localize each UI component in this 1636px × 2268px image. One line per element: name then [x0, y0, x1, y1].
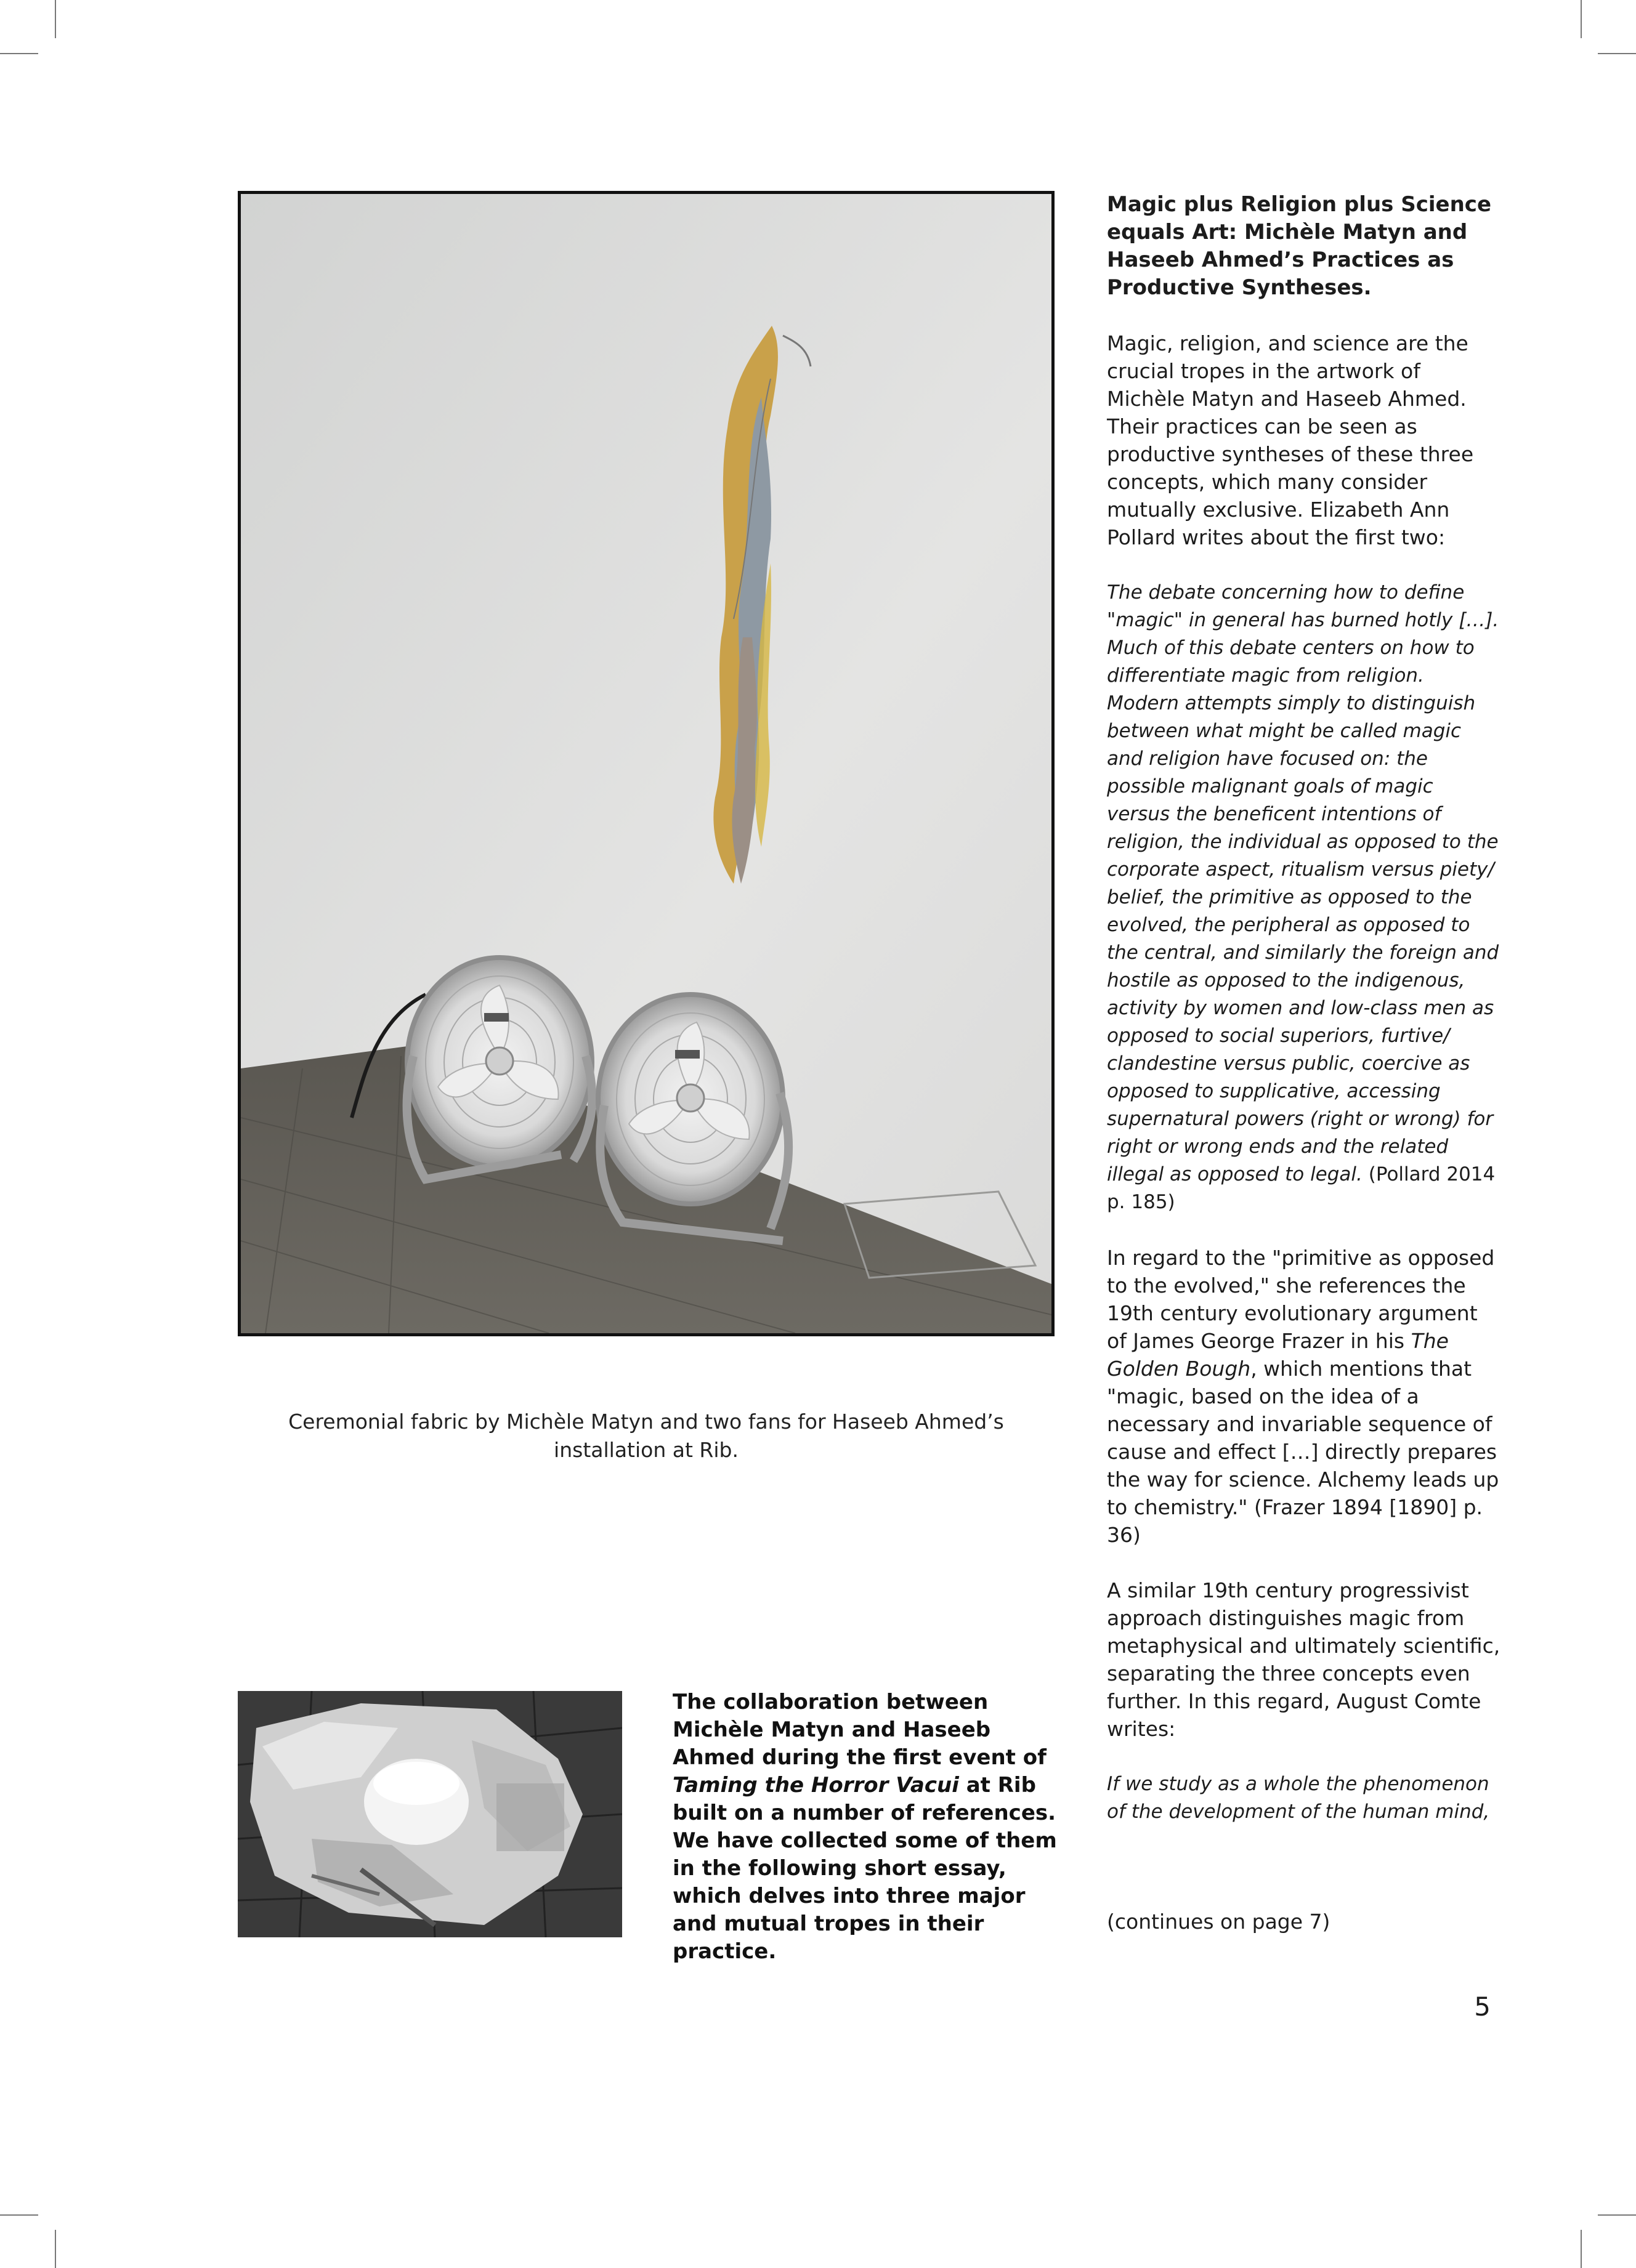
plaster-photo-illustration: [238, 1691, 622, 1937]
block-quote: If we study as a whole the phenomenon of the development of the human mind,: [1107, 1773, 1490, 1823]
book-title: The Golden Bough: [1107, 1329, 1449, 1381]
crop-mark: [1598, 53, 1636, 54]
article-paragraph: [1107, 1244, 1501, 1549]
page-number: 5: [1474, 1992, 1491, 2022]
quote-citation: (Pollard 2014 p. 185): [1107, 1163, 1496, 1213]
article-paragraph: Magic, religion, and science are the crucial tropes in the artwork of Michèle Matyn and Haseeb Ahmed. Their practices can be seen as productive syntheses of these three concepts, which many consider mutually exclusive. Elizabeth Ann Pollard writes about the first two:: [1107, 331, 1474, 549]
block-quote: [1107, 579, 1501, 1216]
article-title: Magic plus Religion plus Science equals Art: Michèle Matyn and Haseeb Ahmed’s Practices as Productive Syntheses.: [1107, 192, 1492, 300]
installation-photo: [238, 191, 1055, 1336]
crop-mark: [1581, 0, 1582, 38]
intro-part: The collaboration between Michèle Matyn and Haseeb Ahmed during the first event of: [673, 1690, 1047, 1770]
crop-mark: [0, 2214, 38, 2216]
article-column: [1107, 191, 1501, 1826]
crop-mark: [1598, 2214, 1636, 2216]
continues-note: (continues on page 7): [1107, 1910, 1330, 1934]
plaster-photo: [238, 1691, 622, 1937]
installation-photo-illustration: [241, 194, 1051, 1333]
intro-part: at Rib built on a number of references. We have collected some of them in the following short essay, which delves into three major and mutual tropes in their practice.: [673, 1773, 1057, 1964]
quote-text: The debate concerning how to define "magic" in general has burned hotly […]. Much of this debate centers on how to differentiate magic from religion. Modern attempts simply to distinguish between what might be called magic and religion have focused on: the possible malignant goals of magic versus the beneficent intentions of religion, the individual as opposed to the corporate aspect, ritualism versus piety/ belief, the primitive as opposed to the evolved, the peripheral as opposed to the central, and similarly the foreign and hostile as opposed to the indigenous, activity by women and low-class men as opposed to social superiors, furtive/ clandestine versus public, coercive as opposed to supplicative, accessing supernatural powers (right or wrong) for right or wrong ends and the related illegal as opposed to legal.: [1107, 581, 1499, 1185]
crop-mark: [55, 0, 56, 38]
paragraph-part: , which mentions that "magic, based on the idea of a necessary and invariable sequence of cause and effect […] directly prepares the way for science. Alchemy leads up to chemistry." (Frazer 1894 [1890] p. 36): [1107, 1357, 1499, 1547]
crop-mark: [0, 53, 38, 54]
article-paragraph: A similar 19th century progressivist approach distinguishes magic from metaphysical and ultimately scientific, separating the three concepts even further. In this regard, August Comte writes:: [1107, 1578, 1500, 1741]
intro-paragraph: [673, 1689, 1062, 1966]
crop-mark: [55, 2230, 56, 2268]
photo-caption: Ceremonial fabric by Michèle Matyn and two fans for Haseeb Ahmed’s installation at Rib.: [288, 1410, 1004, 1462]
paragraph-part: In regard to the "primitive as opposed to the evolved," she references the 19th century evolutionary argument of James George Frazer in his: [1107, 1246, 1495, 1353]
crop-mark: [1581, 2230, 1582, 2268]
event-title: Taming the Horror Vacui: [673, 1773, 959, 1798]
intro-text: [673, 1689, 1062, 1966]
